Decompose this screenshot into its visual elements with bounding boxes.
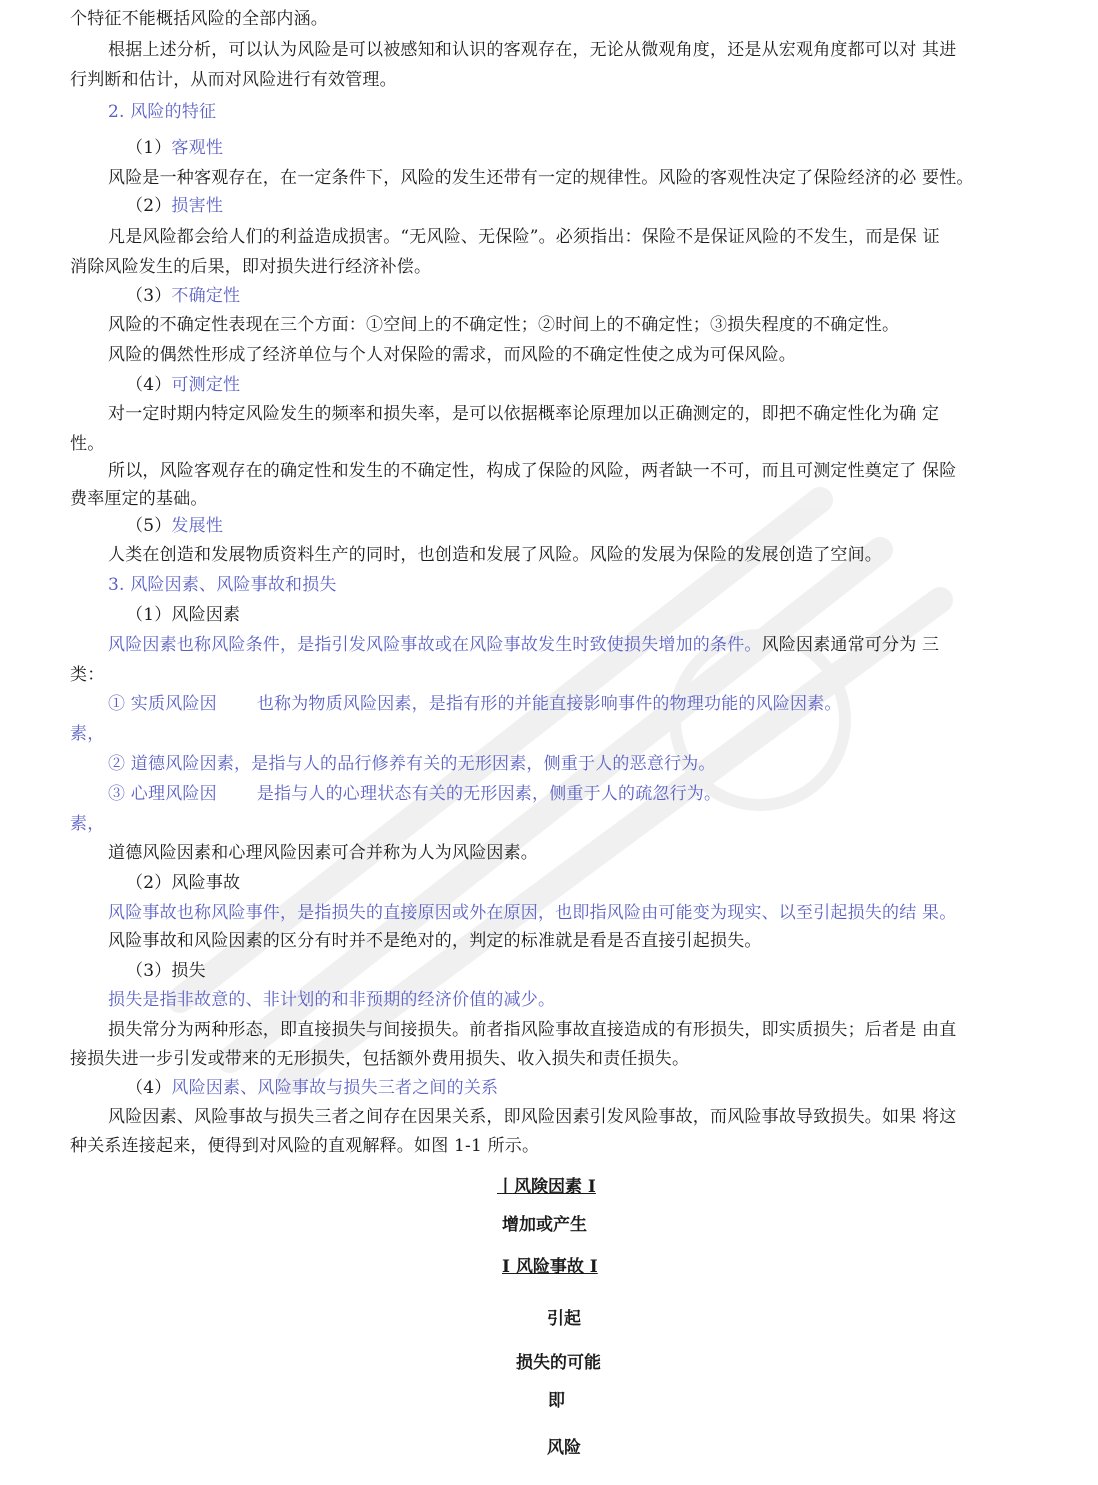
text-line: 风险因素也称风险条件，是指引发风险事故或在风险事故发生时致使损失增加的条件。风险因素通常可分为 三	[108, 635, 940, 655]
subsection-heading: （4）可测定性	[126, 375, 241, 395]
text-line: 类：	[70, 665, 105, 685]
diagram-box-risk-factor: 丨风険因素 I	[497, 1177, 596, 1197]
text-line: 性。	[70, 434, 105, 454]
diagram-box-risk-event: I 风险事故 I	[502, 1257, 598, 1277]
subsection-heading: （2）风险事故	[126, 873, 241, 893]
text-line: 接损失进一步引发或带来的无形损失，包括额外费用损失、收入损失和责任损失。	[70, 1049, 690, 1069]
subsection-heading: （3）损失	[126, 961, 206, 981]
text-line: 风险的偶然性形成了经济单位与个人对保险的需求，而风险的不确定性使之成为可保风险。	[108, 345, 796, 365]
text-line: 损失常分为两种形态，即直接损失与间接损失。前者指风险事故直接造成的有形损失，即实质损失；后者是 由直	[108, 1020, 957, 1040]
list-item: ③ 心理风险因 是指与人的心理状态有关的无形因素，侧重于人的疏忽行为。	[108, 784, 722, 804]
text-line: 风险的不确定性表现在三个方面：①空间上的不确定性；②时间上的不确定性；③损失程度的不确定性。	[108, 315, 900, 335]
text-line: 风险事故也称风险事件，是指损失的直接原因或外在原因，也即指风险由可能变为现实、以至引起损失的结 果。	[108, 903, 957, 923]
subsection-heading: （3）不确定性	[126, 286, 241, 306]
text-line: 所以，风险客观存在的确定性和发生的不确定性，构成了保险的风险，两者缺一不可，而且可测定性奠定了 保险	[108, 461, 957, 481]
text-line: 行判断和估计，从而对风险进行有效管理。	[70, 70, 397, 90]
subsection-heading: （4）风险因素、风险事故与损失三者之间的关系	[126, 1078, 499, 1098]
text-line: 费率厘定的基础。	[70, 489, 208, 509]
text-line: 人类在创造和发展物质资料生产的同时，也创造和发展了风险。风险的发展为保险的发展创造了空间。	[108, 545, 882, 565]
diagram-arrow-label: 引起	[547, 1309, 581, 1329]
subsection-heading: （1）客观性	[126, 138, 224, 158]
list-item: ② 道德风险因素，是指与人的品行修养有关的无形因素，侧重于人的恶意行为。	[108, 754, 716, 774]
text-line: 种关系连接起来，便得到对风险的直观解释。如图 1-1 所示。	[70, 1136, 540, 1156]
diagram-final: 风险	[547, 1438, 581, 1458]
text-line: 根据上述分析，可以认为风险是可以被感知和认识的客观存在，无论从微观角度，还是从宏观角度都可以对 其进	[108, 40, 957, 60]
text-line: 风险事故和风险因素的区分有时并不是绝对的，判定的标准就是看是否直接引起损失。	[108, 931, 762, 951]
subsection-heading: （2）损害性	[126, 196, 224, 216]
list-item: ① 实质风险因 也称为物质风险因素，是指有形的并能直接影响事件的物理功能的风险因素。	[108, 694, 842, 714]
section-heading: 3. 风险因素、风险事故和损失	[108, 575, 337, 595]
diagram-arrow-label: 增加或产生	[502, 1215, 587, 1235]
text-line: 消除风险发生的后果，即对损失进行经济补偿。	[70, 257, 432, 277]
text-line: 对一定时期内特定风险发生的频率和损失率，是可以依据概率论原理加以正确测定的，即把不确定性化为确 定	[108, 404, 940, 424]
diagram-equals: 即	[548, 1391, 565, 1411]
text-line: 素，	[70, 814, 105, 834]
diagram-result: 损失的可能	[516, 1353, 601, 1373]
section-heading: 2. 风险的特征	[108, 102, 217, 122]
text-line: 风险是一种客观存在，在一定条件下，风险的发生还带有一定的规律性。风险的客观性决定了保险经济的必 要性。	[108, 168, 974, 188]
text-line: 损失是指非故意的、非计划的和非预期的经济价值的减少。	[108, 990, 556, 1010]
text-line: 个特征不能概括风险的全部内涵。	[70, 9, 328, 29]
text-line: 风险因素、风险事故与损失三者之间存在因果关系，即风险因素引发风险事故，而风险事故导致损失。如果 将这	[108, 1107, 957, 1127]
text-line: 道德风险因素和心理风险因素可合并称为人为风险因素。	[108, 843, 538, 863]
subsection-heading: （1）风险因素	[126, 605, 241, 625]
text-line: 素，	[70, 724, 105, 744]
subsection-heading: （5）发展性	[126, 516, 224, 536]
text-line: 凡是风险都会给人们的利益造成损害。“无风险、无保险”。必须指出：保险不是保证风险的不发生，而是保 证	[108, 227, 940, 247]
